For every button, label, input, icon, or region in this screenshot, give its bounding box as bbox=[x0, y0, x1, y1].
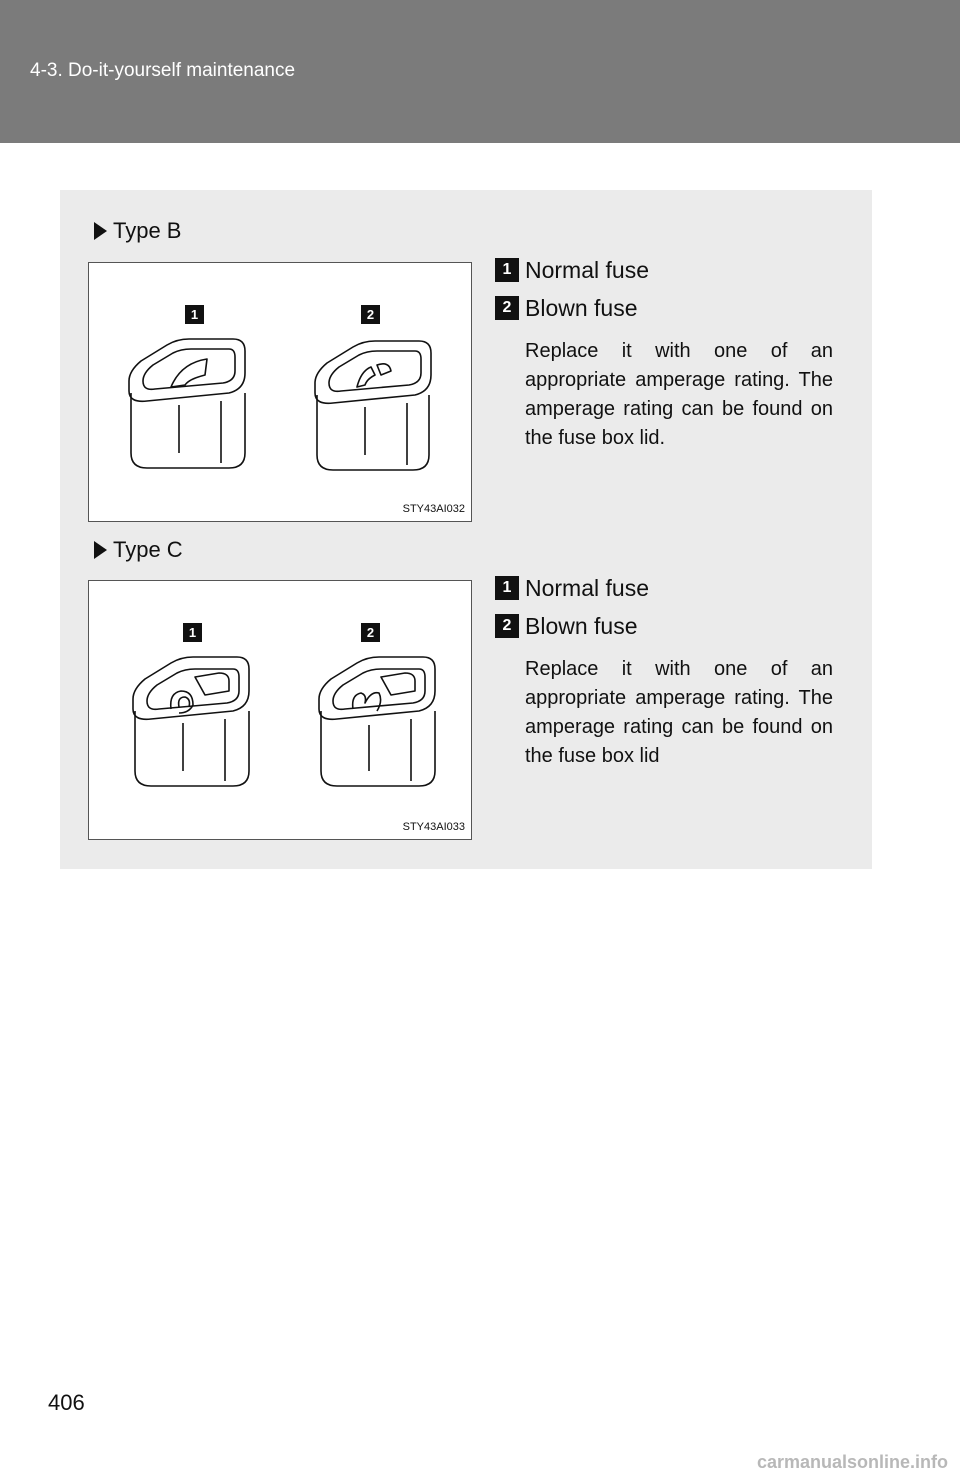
legend-number-badge: 1 bbox=[495, 258, 519, 282]
legend-item bbox=[495, 289, 855, 327]
callout-1-badge: 1 bbox=[183, 623, 202, 642]
arrow-right-icon bbox=[94, 222, 107, 240]
page-header bbox=[0, 0, 960, 143]
watermark: carmanualsonline.info bbox=[756, 1452, 948, 1472]
replacement-note: Replace it with one of an appropriate amperage rating. The amperage rating can be found on the fuse box lid. bbox=[525, 340, 833, 449]
type-c-illustration bbox=[88, 580, 472, 840]
legend-text: Normal fuse bbox=[525, 256, 649, 283]
section-title: 4-3. Do-it-yourself maintenance bbox=[30, 60, 296, 81]
legend-number-badge: 2 bbox=[495, 614, 519, 638]
image-code: STY43AI032 bbox=[402, 503, 465, 515]
type-b-legend bbox=[495, 251, 855, 453]
legend-text: Blown fuse bbox=[525, 612, 638, 639]
arrow-right-icon bbox=[94, 541, 107, 559]
type-b-illustration bbox=[88, 262, 472, 522]
type-c-label: Type C bbox=[113, 537, 183, 562]
legend-number-badge: 1 bbox=[495, 576, 519, 600]
legend-item bbox=[495, 251, 855, 289]
type-c-legend bbox=[495, 569, 855, 771]
callout-2-badge: 2 bbox=[361, 305, 380, 324]
replacement-note: Replace it with one of an appropriate amperage rating. The amperage rating can be found on the fuse box lid bbox=[525, 658, 833, 767]
type-b-label: Type B bbox=[113, 218, 182, 243]
image-code: STY43AI033 bbox=[402, 821, 465, 833]
type-c-fuse-drawing bbox=[89, 581, 471, 839]
legend-item bbox=[495, 569, 855, 607]
legend-text: Normal fuse bbox=[525, 574, 649, 601]
type-c-heading bbox=[94, 537, 183, 563]
legend-text: Blown fuse bbox=[525, 294, 638, 321]
callout-1-badge: 1 bbox=[185, 305, 204, 324]
legend-item bbox=[495, 607, 855, 645]
legend-number-badge: 2 bbox=[495, 296, 519, 320]
callout-2-badge: 2 bbox=[361, 623, 380, 642]
type-b-fuse-drawing bbox=[89, 263, 471, 521]
page-number: 406 bbox=[48, 1390, 85, 1415]
type-b-heading bbox=[94, 218, 181, 244]
